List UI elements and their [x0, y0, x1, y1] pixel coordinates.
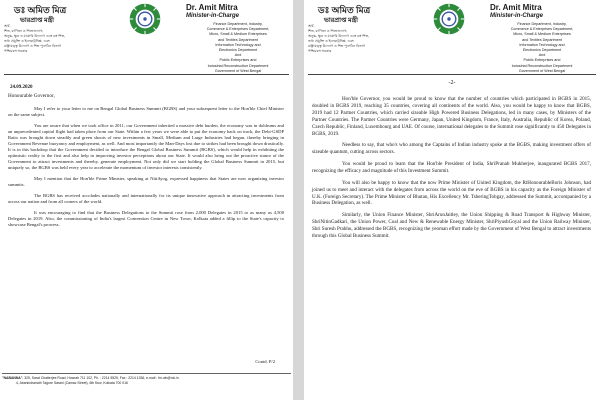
page-number: -2-: [448, 80, 456, 86]
english-portfolio-line: Industrial Reconstruction Department: [511, 63, 573, 68]
body-paragraph: Hon'ble Governor, you would be proud to know that the number of countries which participated in BGBS in 2015, doubled in BGBS 2019, reaching 35 countries, covering all continents of the world. Also, you would be happy to know that BGBS, 2019 had 12 Partner Countries, which carried sizeable High Powered Business Delegations, led in many cases, by Ministers of the Partner Countries. The Partner Countries were Germany, Japan, United Kingdom, France, Italy, Australia, Republic of Korea, Poland, Czech Republic, Finland, Luxembourg and UAE. Of course, international delegates to the Summit rose significantly to 450 Delegates in BGBS, 2019.: [312, 96, 591, 137]
english-minister-title: Minister-in-Charge: [490, 13, 544, 19]
bengali-minister-title: ভারপ্রাপ্ত মন্ত্রী: [20, 17, 54, 24]
body-paragraph: May I mention that the Hon'ble Prime Minister, speaking at NitiAyog, expressed happiness that States are now organizing investor summits.: [8, 176, 284, 188]
bengali-portfolio-line: রাষ্ট্রায়ত্ত্ব উদ্যোগ ও শিল্প পুনর্গঠন বিভাগ: [4, 44, 62, 48]
footer-address: , 325, Sarat Chatterjee Road, Howrah 711 102, Ph. : 2214 5525, Fax : 2214 1336, e-mail : fm-wb@nic.in: [22, 376, 179, 380]
west-bengal-emblem-icon: [432, 2, 466, 36]
english-portfolio-line: Commerce & Enterprises Department,: [206, 27, 270, 32]
letter-page-2: [304, 0, 600, 400]
body-paragraph: You will also be happy to know that the now Prime Minister of United Kingdom, the RtHonourableBoris Johnson, had joined us to meet and interact with the delegates from across the world on the eve of BGBS in his capacity as the Foreign Minister of U.K. (Foreign Secretary). The Prime Minister of Bhutan, His Excellency Mr. TsheringTobgay, addressed the Summit, accompanied by a Business Delegation, as well.: [312, 179, 591, 207]
letterhead: [304, 0, 600, 74]
english-portfolio-line: Government of West Bengal: [214, 68, 262, 73]
letter-footer: [2, 373, 291, 396]
body-paragraph: You are aware that when we took office in 2011, our Government inherited a massive debt burden, the economy was in doldrums and an unprecedented capital flight had taken place from our State. Within a few years we were able to put the economy back on track, the Debt-GSDP Ratio was brought down steadily and green shoots of new investments in Small, Medium and Large Industries had begun, thereby bringing in Government Revenue buoyancy and employment, as well. And most importantly the Man-Days lost due to strikes had been brought down drastically. It is in this backdrop that the Government decided to introduce the Bengal Global Business Summit (BGBS), which would help in exhibiting the optimistic reality to the first and also help in improving investor perceptions about our State. It would also bring out the proactive stance of the Government to attract investments and thereby, generate employment. Not only did we start holding the Global Business Summit in 2015, but uniquely so, the BGBS was held every year to accelerate the momentum of investor interests consistently.: [8, 122, 284, 171]
bengali-minister-title: ভারপ্রাপ্ত মন্ত্রী: [324, 17, 358, 24]
english-portfolio-line: And: [538, 53, 546, 58]
bengali-portfolio-line: তথ্য প্রযুক্তি ও ইলেকট্রনিক্স, এবং: [308, 39, 354, 43]
bengali-portfolio-line: তথ্য প্রযুক্তি ও ইলেকট্রনিক্স, এবং: [4, 39, 50, 43]
letter-date: 24.09.2020: [10, 85, 33, 90]
bengali-portfolio: [4, 24, 99, 54]
bengali-portfolio-line: শিল্প, বাণিজ্য ও শিল্পোদ্যোগ,: [308, 29, 348, 33]
bengali-portfolio-line: রাষ্ট্রায়ত্ত্ব উদ্যোগ ও শিল্প পুনর্গঠন বিভাগ: [308, 44, 366, 48]
english-portfolio-line: and Textiles Department: [218, 37, 258, 42]
body-paragraph: Needless to say, that who's who among the Captains of Indian industry spoke at the BGBS, making investment offers of sizeable quantum, cutting across sectors.: [312, 142, 591, 156]
bengali-portfolio-line: শিল্প, বাণিজ্য ও শিল্পোদ্যোগ,: [4, 29, 44, 33]
english-portfolio-line: Finance Department, Industry,: [517, 22, 567, 26]
bengali-portfolio-line: অনুচ্চ, ক্ষুদ্র ও মাঝারি উদ্যোগ এবং বস্ত্র শিল্প,: [4, 34, 66, 38]
english-minister-name: Dr. Amit Mitra: [490, 3, 542, 12]
english-portfolio-line: Micro, Small & Medium Enterprises: [513, 32, 571, 37]
bengali-portfolio-line: অর্থ,: [308, 24, 315, 28]
page-gutter: [293, 0, 304, 400]
english-portfolio-line: and Textiles Department: [522, 37, 562, 42]
header-divider: [4, 74, 289, 75]
header-divider: [308, 74, 596, 75]
footer-address-line-2: 4, Abanindranath Tagore Sarani (Camac Street), 6th floor, Kolkata 700 016: [16, 380, 128, 385]
english-portfolio: [488, 22, 596, 74]
english-portfolio-line: Public Enterprises and: [523, 58, 561, 63]
bengali-portfolio-line: পশ্চিমবঙ্গ সরকার: [308, 49, 332, 53]
english-portfolio-line: Electronics Department: [218, 48, 258, 53]
footer-brand: "NABANNA": [2, 376, 23, 380]
body-paragraph: The BGBS has received accolades nationally and internationally for its unique innovative approach in attracting investments from across our nation and from all corners of the world.: [8, 192, 284, 204]
body-paragraph: Similarly, the Union Finance Minister, ShriArunJaitley, the Union Shipping & Road Transport & Highway Minister, ShriNitinGadkari, the Union Power, Coal and New & Renewable Energy Minister, ShriPiyushGoyal and the Union Railway Minister, Shri Suresh Prabhu, addressed the BGBS, recognizing the yeoman effort made by the Government of West Bengal to attract investments through this Global Business Summit.: [312, 212, 591, 239]
west-bengal-emblem-icon: [128, 2, 162, 36]
body-paragraph: You would be proud to learn that the Hon'ble President of India, ShriPranab Mukherjee, inaugurated BGBS 2017, recognizing the efficacy and magnitude of this Investment Summit.: [312, 161, 591, 174]
bengali-portfolio-line: পশ্চিমবঙ্গ সরকার: [4, 49, 28, 53]
letter-body-page-1: [8, 106, 284, 233]
english-portfolio-line: Industrial Reconstruction Department: [207, 63, 269, 68]
bengali-portfolio: [308, 24, 403, 54]
english-minister-name: Dr. Amit Mitra: [186, 3, 238, 12]
english-portfolio-line: Commerce & Enterprises Department,: [510, 27, 574, 32]
english-portfolio-line: Information Technology and: [519, 42, 565, 47]
bengali-minister-name: ডঃ অমিত মিত্র: [318, 5, 371, 15]
letter-body-page-2: [312, 96, 591, 245]
bengali-portfolio-line: অনুচ্চ, ক্ষুদ্র ও মাঝারি উদ্যোগ এবং বস্ত্র শিল্প,: [308, 34, 370, 38]
english-minister-title: Minister-in-Charge: [186, 13, 240, 19]
body-paragraph: May I refer to your letter to me on Bengal Global Business Summit (BGBS) and your subsequent letter to the Hon'ble Chief Minister on the same subject.: [8, 106, 284, 118]
salutation: Honourable Governor,: [8, 93, 55, 99]
body-paragraph: It was encouraging to find that the Business Delegations to the Summit rose from 2,000 Delegates in 2015 to as many as 4,500 Delegates in 2019. Also, the commissioning of India's largest Convention Centre in New Town, Kolkata added a fillip to the State's capacity to showcase Bengal's prowess.: [8, 209, 284, 227]
english-portfolio-line: Finance Department, Industry,: [213, 22, 263, 26]
english-portfolio-line: Electronics Department: [522, 48, 562, 53]
letterhead: [0, 0, 293, 74]
english-portfolio-line: Public Enterprises and: [219, 58, 257, 63]
english-portfolio-line: Information Technology and: [215, 42, 261, 47]
letter-page-1: [0, 0, 293, 400]
bengali-portfolio-line: অর্থ,: [4, 24, 11, 28]
continued-note: Contd. P/2: [255, 359, 275, 364]
english-portfolio-line: Government of West Bengal: [518, 68, 566, 73]
english-portfolio-line: Micro, Small & Medium Enterprises: [209, 32, 267, 37]
english-portfolio-line: And: [234, 53, 242, 58]
bengali-minister-name: ডঃ অমিত মিত্র: [14, 5, 67, 15]
english-portfolio: [184, 22, 292, 74]
